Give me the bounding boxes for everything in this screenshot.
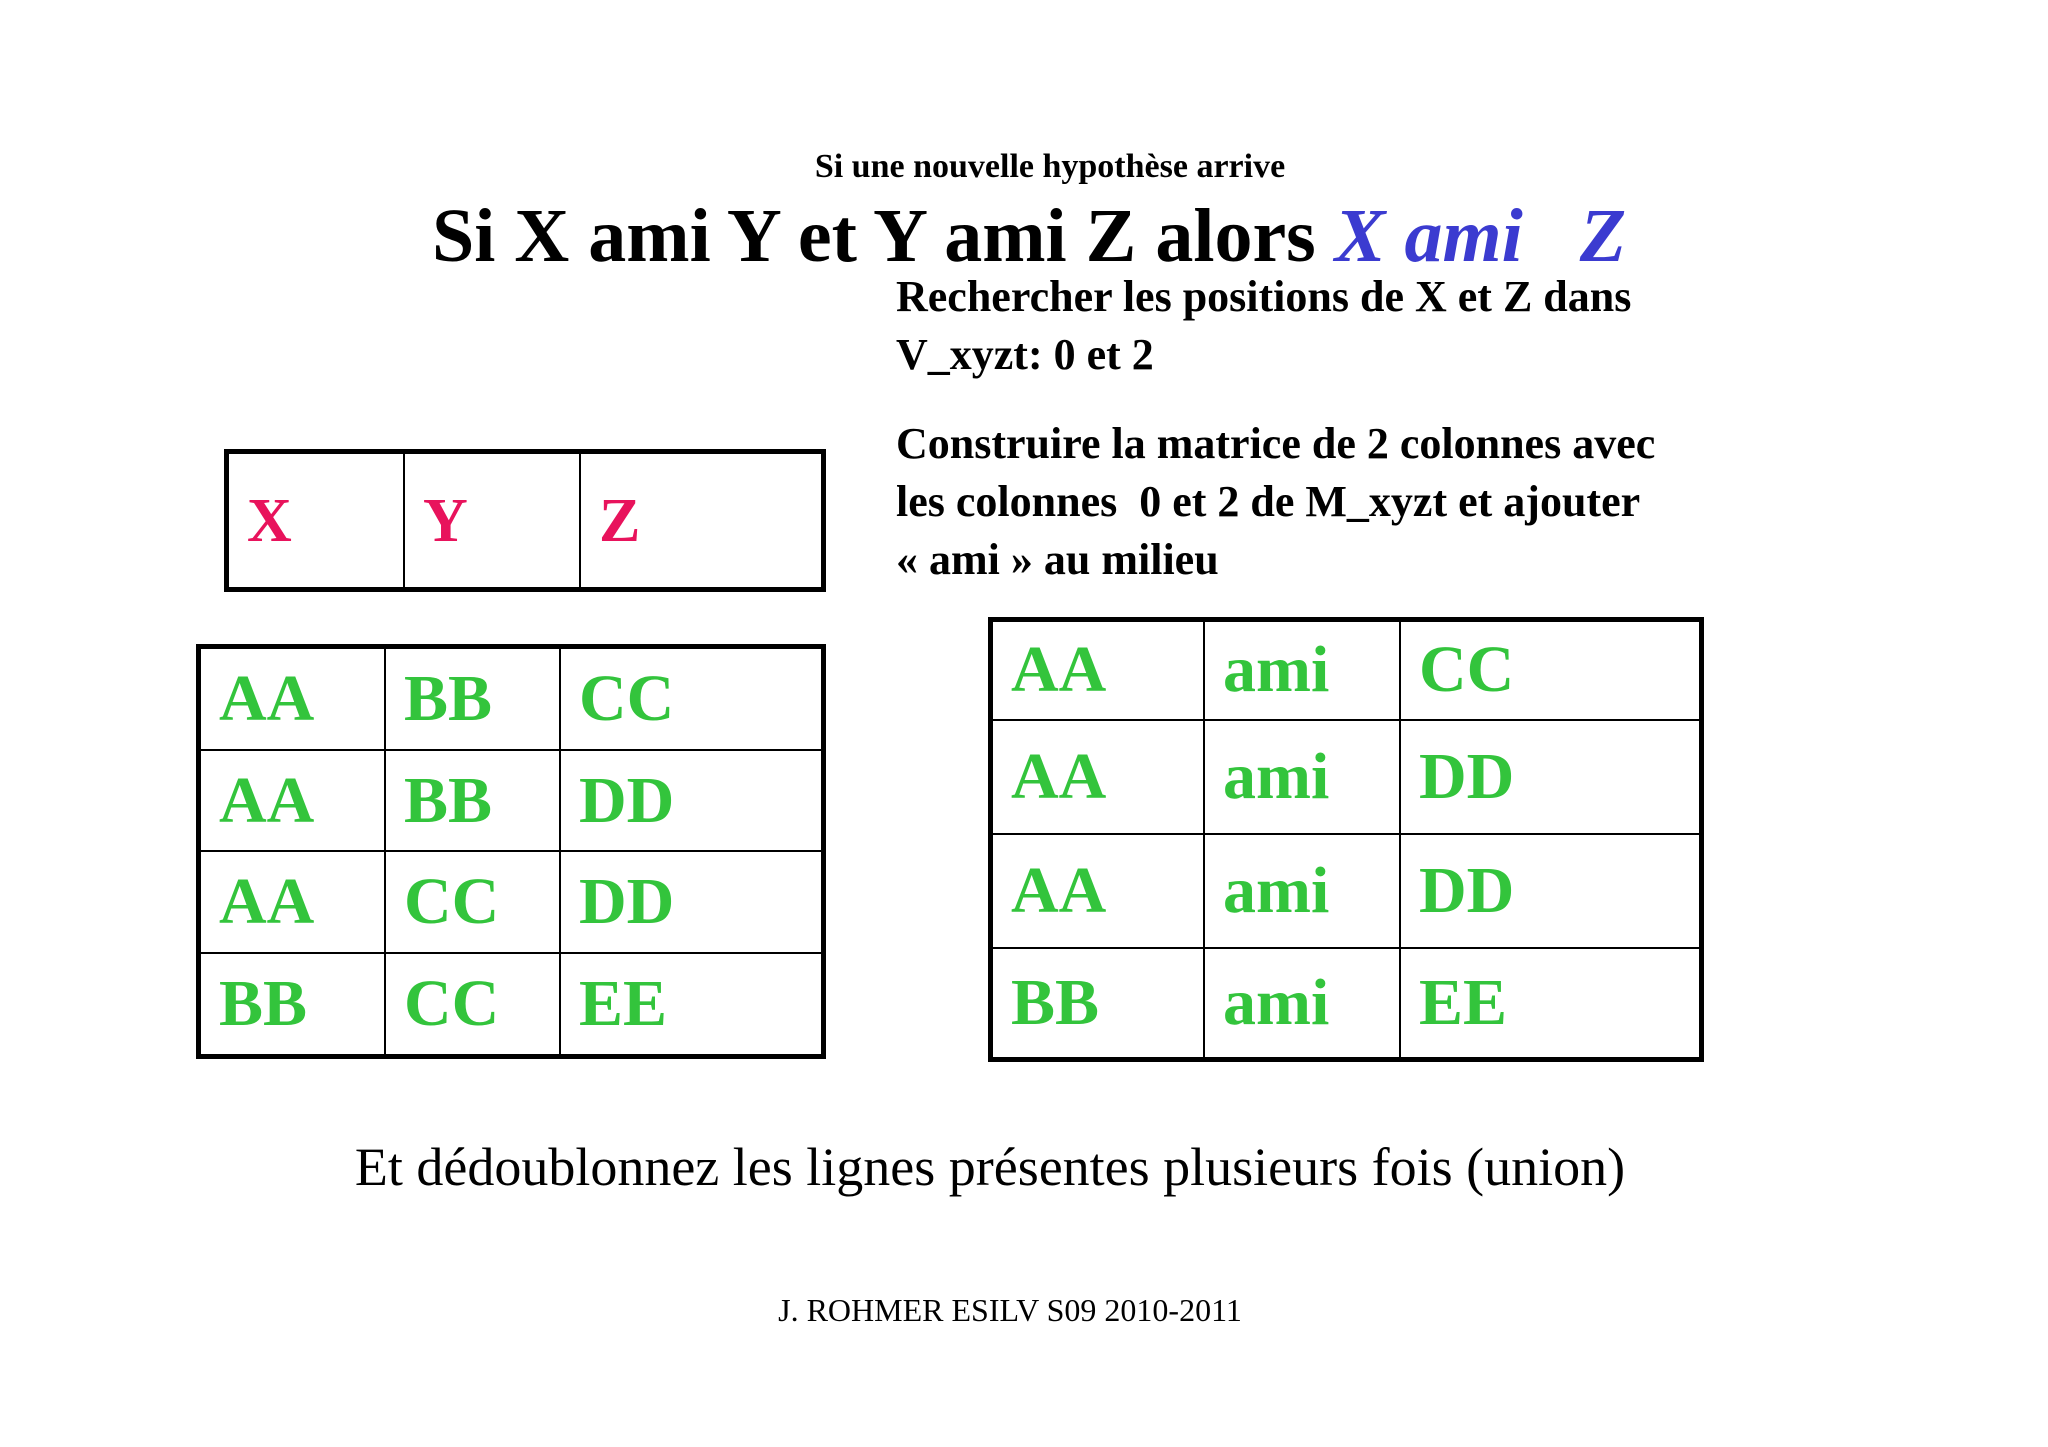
result-matrix-table (988, 617, 1704, 1062)
table-cell: DD (560, 750, 824, 851)
table-row (991, 834, 1702, 948)
conclusion-text: Et dédoublonnez les lignes présentes plusieurs fois (union) (354, 1137, 1626, 1197)
table-row (991, 720, 1702, 834)
table-cell: CC (385, 851, 560, 952)
build-instruction-line-3: « ami » au milieu (896, 535, 1219, 584)
build-instruction-line-2: les colonnes 0 et 2 de M_xyzt et ajouter (896, 477, 1641, 526)
title-main: Si X ami Y et Y ami Z alors (432, 194, 1316, 278)
table-row (991, 620, 1702, 720)
table-cell: ami (1204, 720, 1400, 834)
table-cell: BB (385, 750, 560, 851)
table-cell: CC (560, 647, 824, 751)
table-cell: DD (1400, 720, 1702, 834)
search-instruction-line-1: Rechercher les positions de X et Z dans (896, 272, 1632, 321)
table-row (991, 948, 1702, 1060)
table-cell: AA (199, 851, 386, 952)
table-row (227, 452, 824, 590)
table-cell: ami (1204, 620, 1400, 720)
table-cell: ami (1204, 834, 1400, 948)
build-instruction (896, 415, 1655, 589)
table-cell: EE (560, 953, 824, 1057)
variables-header-table (224, 449, 826, 592)
table-cell: CC (1400, 620, 1702, 720)
search-instruction-line-2: V_xyzt: 0 et 2 (896, 330, 1154, 379)
table-cell: BB (991, 948, 1205, 1060)
table-cell: AA (991, 720, 1205, 834)
header-cell-z: Z (580, 452, 824, 590)
footer-credit: J. ROHMER ESILV S09 2010-2011 (778, 1292, 1242, 1328)
table-cell: BB (199, 953, 386, 1057)
subtitle: Si une nouvelle hypothèse arrive (814, 148, 1286, 185)
table-cell: BB (385, 647, 560, 751)
table-cell: DD (1400, 834, 1702, 948)
table-cell: EE (1400, 948, 1702, 1060)
table-cell: ami (1204, 948, 1400, 1060)
search-instruction (896, 268, 1631, 384)
table-cell: AA (199, 647, 386, 751)
header-cell-x: X (227, 452, 405, 590)
table-row (199, 750, 824, 851)
page-title (432, 194, 1627, 278)
table-cell: DD (560, 851, 824, 952)
title-accent: X ami Z (1334, 194, 1627, 278)
table-cell: AA (991, 620, 1205, 720)
table-cell: AA (991, 834, 1205, 948)
table-row (199, 647, 824, 751)
table-cell: CC (385, 953, 560, 1057)
header-cell-y: Y (404, 452, 580, 590)
build-instruction-line-1: Construire la matrice de 2 colonnes avec (896, 419, 1656, 468)
table-cell: AA (199, 750, 386, 851)
table-row (199, 851, 824, 952)
source-matrix-table (196, 644, 826, 1059)
table-row (199, 953, 824, 1057)
